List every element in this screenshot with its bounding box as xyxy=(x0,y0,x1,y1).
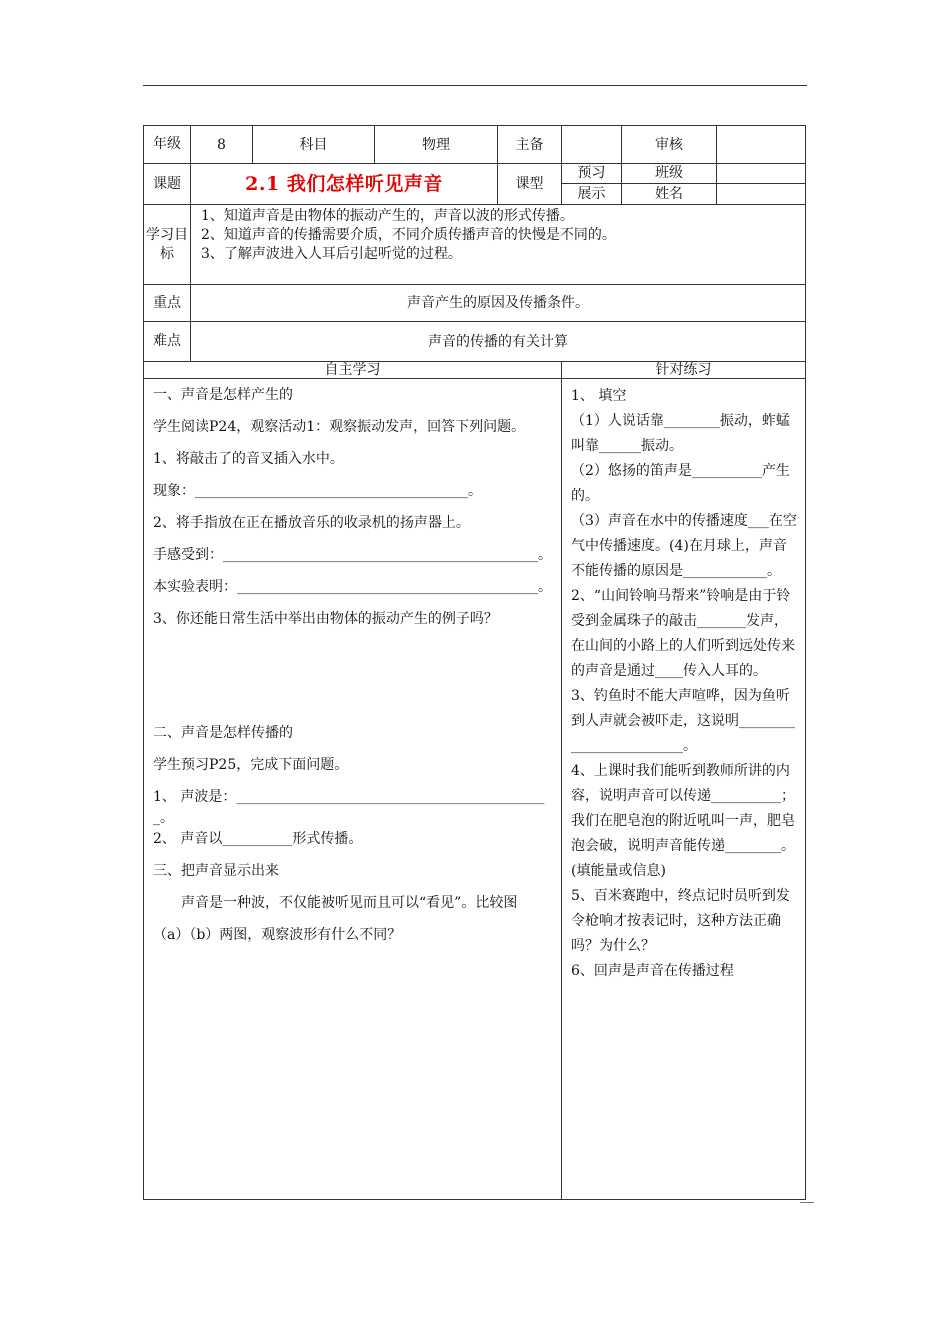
preparer-value xyxy=(562,126,622,164)
lesson-type-show: 展示 xyxy=(577,186,606,202)
exercise-item: （3）声音在水中的传播速度___在空气中传播速度。(4)在月球上，声音不能传播的原因是____________。 xyxy=(571,513,797,579)
content-row xyxy=(144,379,806,1200)
name-value xyxy=(717,184,805,204)
class-label: 班级 xyxy=(622,164,716,184)
top-rule xyxy=(143,85,807,86)
question-text: 2、将手指放在正在播放音乐的收录机的扬声器上。 xyxy=(153,515,470,531)
header-row-1 xyxy=(144,126,806,164)
review-label: 审核 xyxy=(622,126,717,164)
section-heading: 三、把声音显示出来 xyxy=(153,863,279,879)
instruction-text: 学生预习P25，完成下面问题。 xyxy=(153,757,349,773)
exercise-item: （1）人说话靠________振动，蚱蜢叫靠______振动。 xyxy=(571,413,790,454)
class-value xyxy=(717,164,805,184)
lesson-type-label: 课型 xyxy=(498,164,562,205)
lesson-type-options xyxy=(562,164,622,205)
goals-label: 学习目标 xyxy=(144,205,191,285)
exercise-item: 2、“山间铃响马帮来”铃响是由于铃受到金属珠子的敲击_______发声，在山间的小路上的人们听到远处传来的声音是通过____传入人耳的。 xyxy=(571,588,795,679)
columns-header-row xyxy=(144,362,806,379)
answer-line: 手感受到：_____________________________________________。 xyxy=(153,547,552,563)
goals-content xyxy=(191,205,806,285)
exercise-item: 5、百米赛跑中，终点记时员听到发令枪响才按表记时，这种方法正确吗？为什么？ xyxy=(571,888,790,954)
grade-value: 8 xyxy=(191,126,253,164)
difficulty-text: 声音的传播的有关计算 xyxy=(191,322,806,362)
exercise-item: 6、回声是声音在传播过程 xyxy=(571,963,734,979)
answer-line: 现象：_______________________________________。 xyxy=(153,483,482,499)
exercise-heading: 针对练习 xyxy=(562,362,806,379)
subject-label: 科目 xyxy=(253,126,375,164)
exercise-item: 3、钓鱼时不能大声喧哗，因为鱼听到人声就会被吓走，这说明________________________。 xyxy=(571,688,795,754)
answer-line: 本实验表明：___________________________________________。 xyxy=(153,579,552,595)
question-text: 3、你还能日常生活中举出由物体的振动产生的例子吗？ xyxy=(153,611,498,627)
margin-mark xyxy=(800,1202,814,1203)
instruction-text: 学生阅读P24，观察活动1：观察振动发声，回答下列问题。 xyxy=(153,419,526,435)
exercise-item: （2）悠扬的笛声是__________产生的。 xyxy=(571,463,790,504)
class-name-labels xyxy=(622,164,717,205)
name-label: 姓名 xyxy=(655,186,683,202)
answer-line: 1、 声波是：_____________________________________________。 xyxy=(153,789,545,826)
review-value xyxy=(717,126,806,164)
goals-row xyxy=(144,205,806,285)
goal-item: 3、了解声波进入人耳后引起听觉的过程。 xyxy=(201,246,462,262)
question-text: （a）（b）两图，观察波形有什么不同？ xyxy=(153,927,402,943)
self-study-heading: 自主学习 xyxy=(144,362,562,379)
subject-value: 物理 xyxy=(375,126,498,164)
instruction-text: 声音是一种波，不仅能被听见而且可以“看见”。比较图 xyxy=(181,895,518,911)
section-heading: 一、声音是怎样产生的 xyxy=(153,387,293,403)
topic-title: 2.1 我们怎样听见声音 xyxy=(191,164,498,205)
header-row-2 xyxy=(144,164,806,205)
grade-label: 年级 xyxy=(144,126,191,164)
topic-label: 课题 xyxy=(144,164,191,205)
key-point-text: 声音产生的原因及传播条件。 xyxy=(191,285,806,322)
self-study-content xyxy=(144,379,562,1200)
answer-line: 2、 声音以__________形式传播。 xyxy=(153,831,363,847)
exercise-item: 4、上课时我们能听到教师所讲的内容，说明声音可以传递__________；我们在肥皂泡的附近吼叫一声，肥皂泡会破，说明声音能传递________。(填能量或信息) xyxy=(571,763,795,879)
difficulty-row xyxy=(144,322,806,362)
key-point-row xyxy=(144,285,806,322)
goal-item: 1、知道声音是由物体的振动产生的，声音以波的形式传播。 xyxy=(201,208,574,224)
question-text: 1、将敲击了的音叉插入水中。 xyxy=(153,451,344,467)
lesson-plan-table xyxy=(143,125,805,1200)
difficulty-label: 难点 xyxy=(144,322,191,362)
section-heading: 二、声音是怎样传播的 xyxy=(153,725,293,741)
key-point-label: 重点 xyxy=(144,285,191,322)
exercise-content xyxy=(562,379,806,1200)
exercise-item: 1、 填空 xyxy=(571,388,627,404)
preparer-label: 主备 xyxy=(498,126,562,164)
lesson-type-preview: 预习 xyxy=(562,164,621,184)
class-name-values xyxy=(717,164,806,205)
goal-item: 2、知道声音的传播需要介质，不同介质传播声音的快慢是不同的。 xyxy=(201,227,616,243)
